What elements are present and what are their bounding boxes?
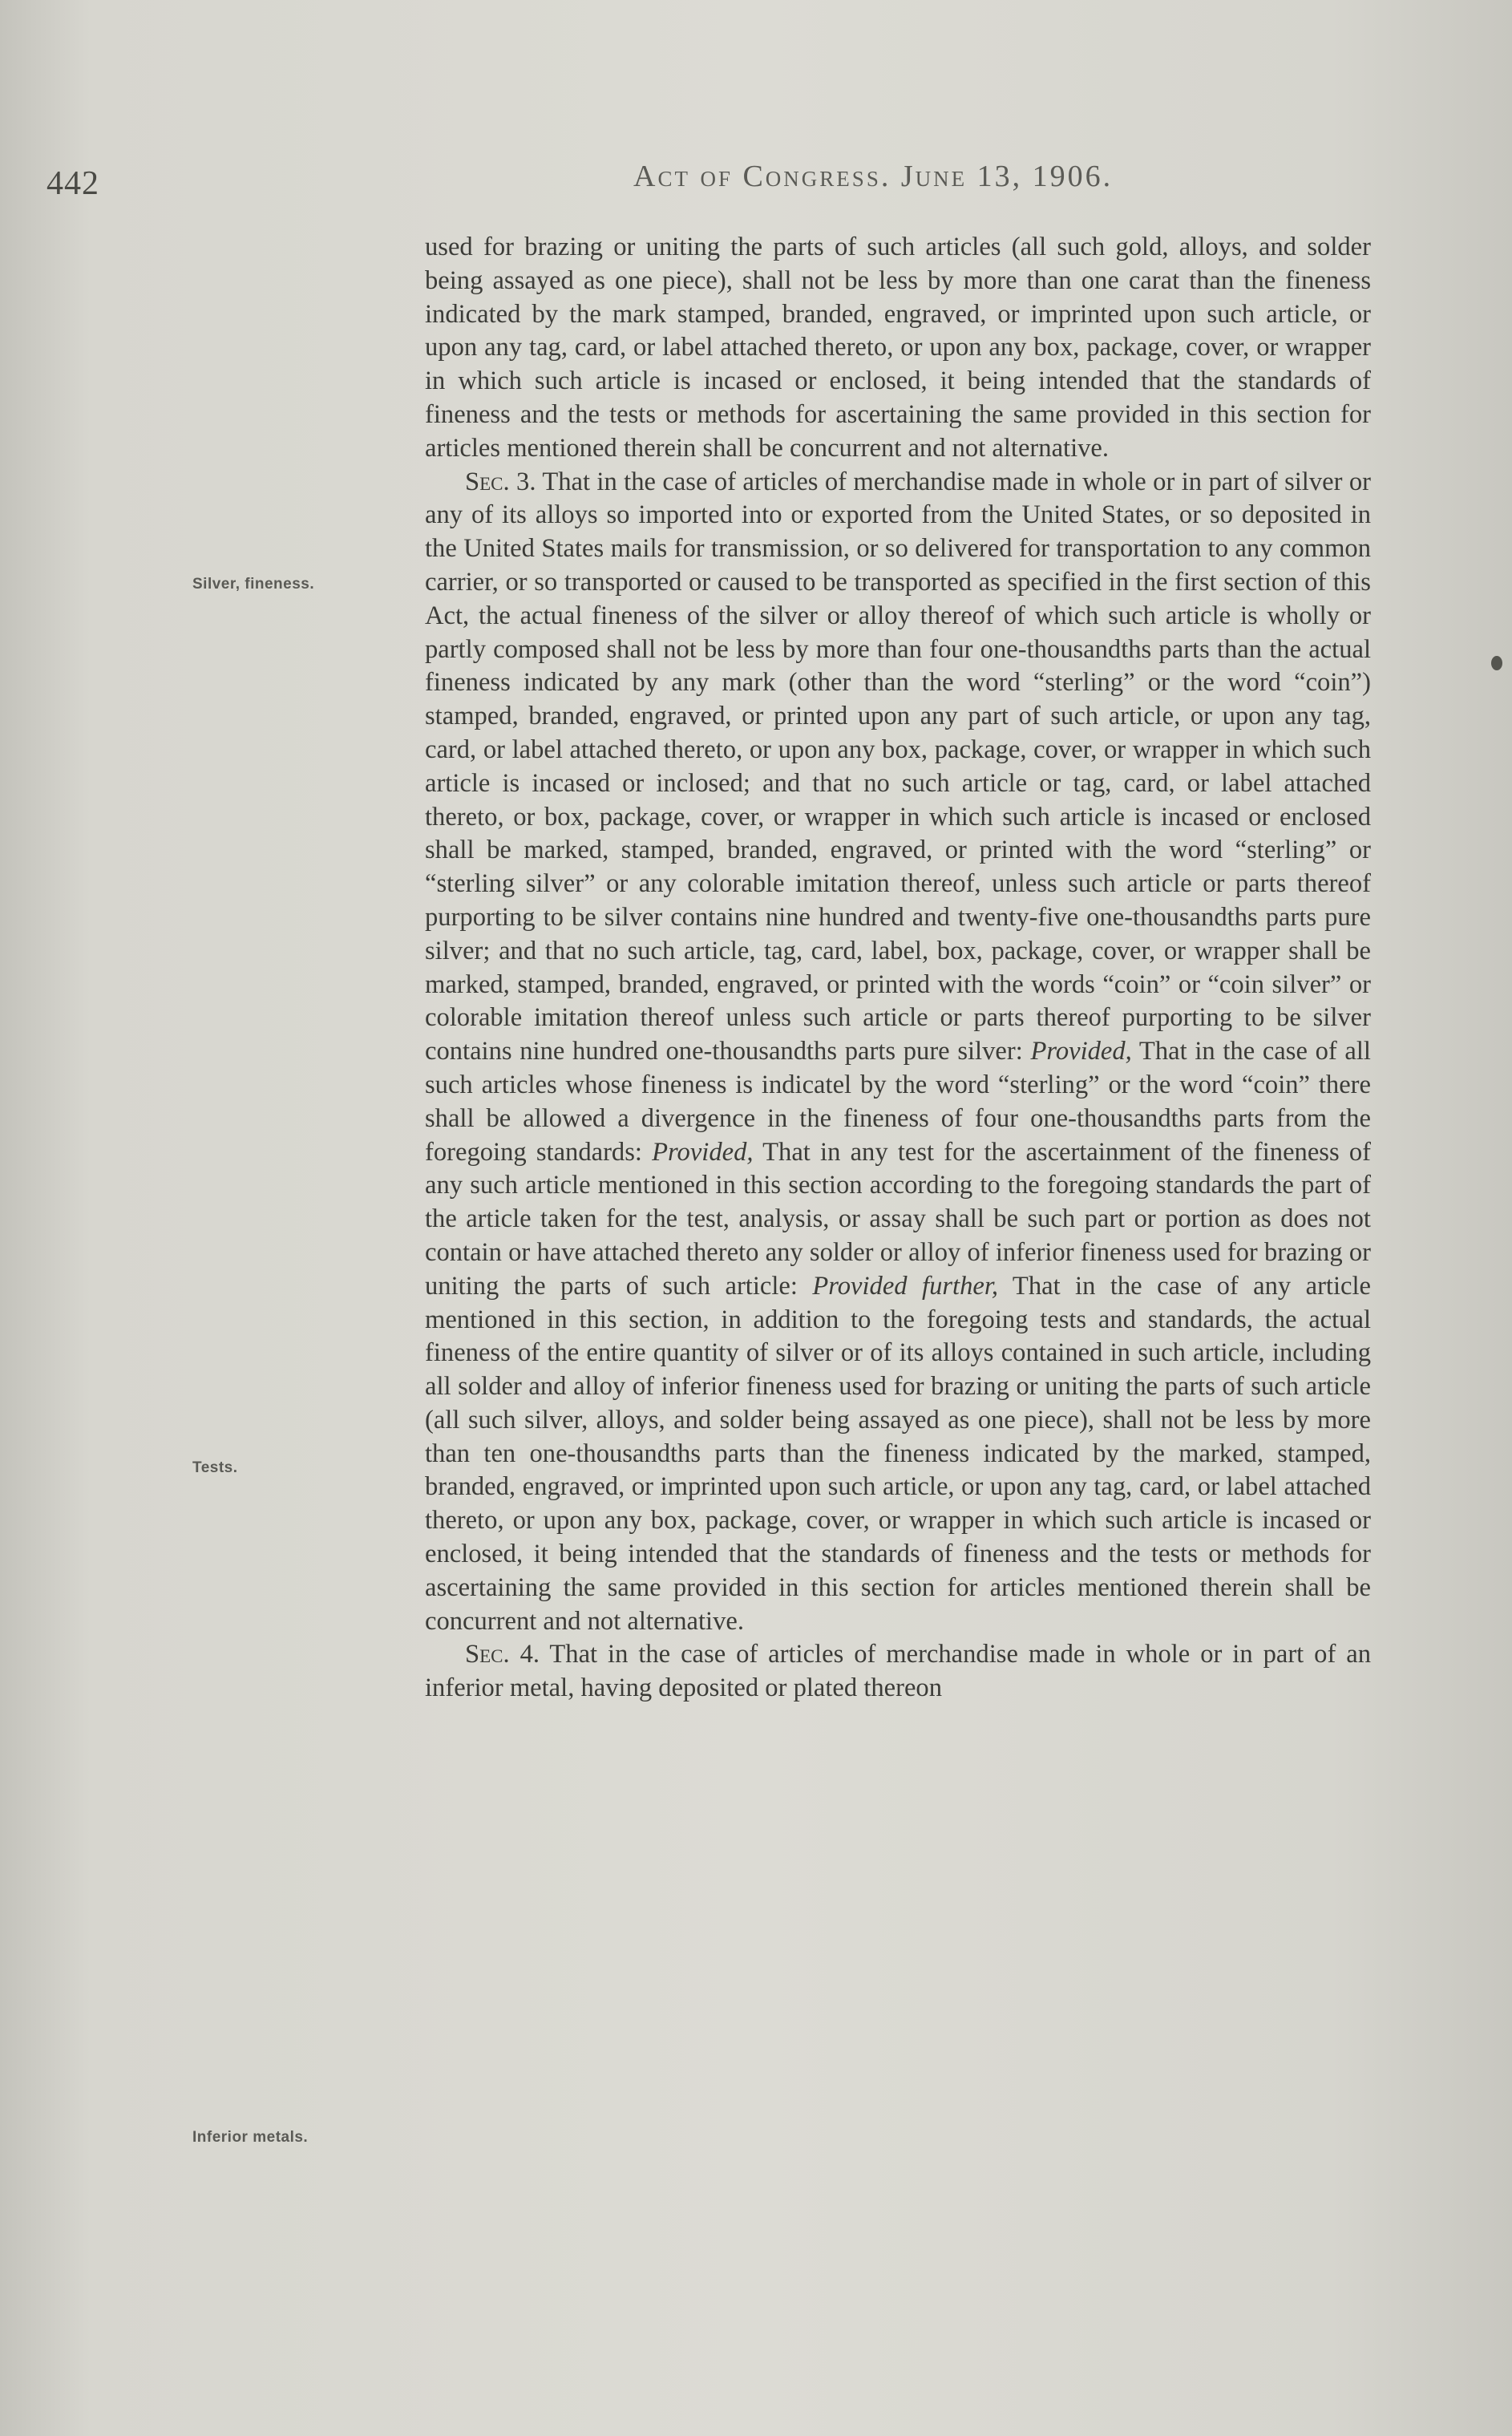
proviso-2: Provided, [652,1137,754,1167]
section-4-label: Sec. 4. [465,1640,540,1669]
sidenote-silver-fineness: Silver, fineness. [192,576,315,593]
proviso-3: Provided further, [812,1271,999,1301]
section-4-paragraph [425,1638,1371,1706]
section-3-text-b: That in the case of all such articles whose fineness is indicatel by the word “sterling” or the word “coin” there shall be allowed a divergence in the fineness of four one-thousandths parts from the foregoing standards: [425,1037,1371,1167]
section-3-text-d: That in the case of any article mentioned in this section, in addition to the foregoing tests and standards, the actual fineness of the entire quantity of silver or of its alloys contained in such article, including all solder and alloy of inferior fineness used for brazing or uniting the parts of such article (all such silver, alloys, and solder being assayed as one piece), shall not be less by more than ten one-thousandths parts than the fineness indicated by the marked, stamped, branded, engraved, or imprinted upon such article, or upon any tag, card, or label attached thereto, or upon any box, package, cover, or wrapper in which such article is incased or enclosed, it being intended that the standards of fineness and the tests or methods for ascertaining the same provided in this section for articles mentioned therein shall be concurrent and not alternative. [425,1271,1372,1636]
section-4-text: That in the case of articles of merchandise made in whole or in part of an inferior metal, having deposited or plated thereon [425,1640,1372,1703]
sidenote-tests: Tests. [192,1459,238,1476]
sidenote-inferior-metals: Inferior metals. [192,2129,309,2146]
running-title: Act of Congress. June 13, 1906. [633,160,1114,193]
proviso-1: Provided, [1030,1037,1132,1066]
section-3-text-c: That in any test for the ascertainment of the fineness of any such article mentioned in this section according to the foregoing standards the part of the article taken for the test, analysis, or assay shall be such part or portion as does not contain or have attached thereto any solder or alloy of inferior fineness used for brazing or uniting the parts of such article: [425,1137,1371,1301]
section-3-paragraph [425,466,1371,1639]
body-text [425,231,1371,1706]
paragraph-continuation: used for brazing or uniting the parts of such articles (all such gold, alloys, and solder being assayed as one piece), shall not be less by more than one carat than the fineness indicated by the mark stamped, branded, engraved, or imprinted upon such article, or upon any tag, card, or label attached thereto, or upon any box, package, cover, or wrapper in which such article is incased or enclosed, it being intended that the standards of fineness and the tests or methods for ascertaining the same provided in this section for articles mentioned therein shall be concurrent and not alternative. [425,233,1371,463]
ink-blot-mark [1491,656,1502,670]
section-3-label: Sec. 3. [465,467,536,496]
section-3-text-a: That in the case of articles of merchandise made in whole or in part of silver or any of its alloys so imported into or exported from the United States, or so deposited in the United States mails for transmission, or so delivered for transportation to any common carrier, or so transported or caused to be transported as specified in the first section of this Act, the actual fineness of the silver or alloy thereof of which such article is wholly or partly composed shall not be less by more than four one-thousandths parts than the actual fineness indicated by any mark (other than the word “sterling” or the word “coin”) stamped, branded, engraved, or printed upon any part of such article, or upon any tag, card, or label attached thereto, or upon any box, package, cover, or wrapper in which such article is incased or inclosed; and that no such article or tag, card, or label attached thereto, or box, package, cover, or wrapper in which such article is incased or enclosed shall be marked, stamped, branded, engraved, or printed with the word “sterling” or “sterling silver” or any colorable imitation thereof, unless such article or parts thereof purporting to be silver contains nine hundred and twenty-five one-thousandths parts pure silver; and that no such article, tag, card, label, box, package, cover, or wrapper shall be marked, stamped, branded, engraved, or printed with the words “coin” or “coin silver” or colorable imitation thereof unless such article or parts thereof purporting to be silver contains nine hundred one-thousandths parts pure silver: [425,467,1371,1066]
page-number: 442 [46,165,99,202]
